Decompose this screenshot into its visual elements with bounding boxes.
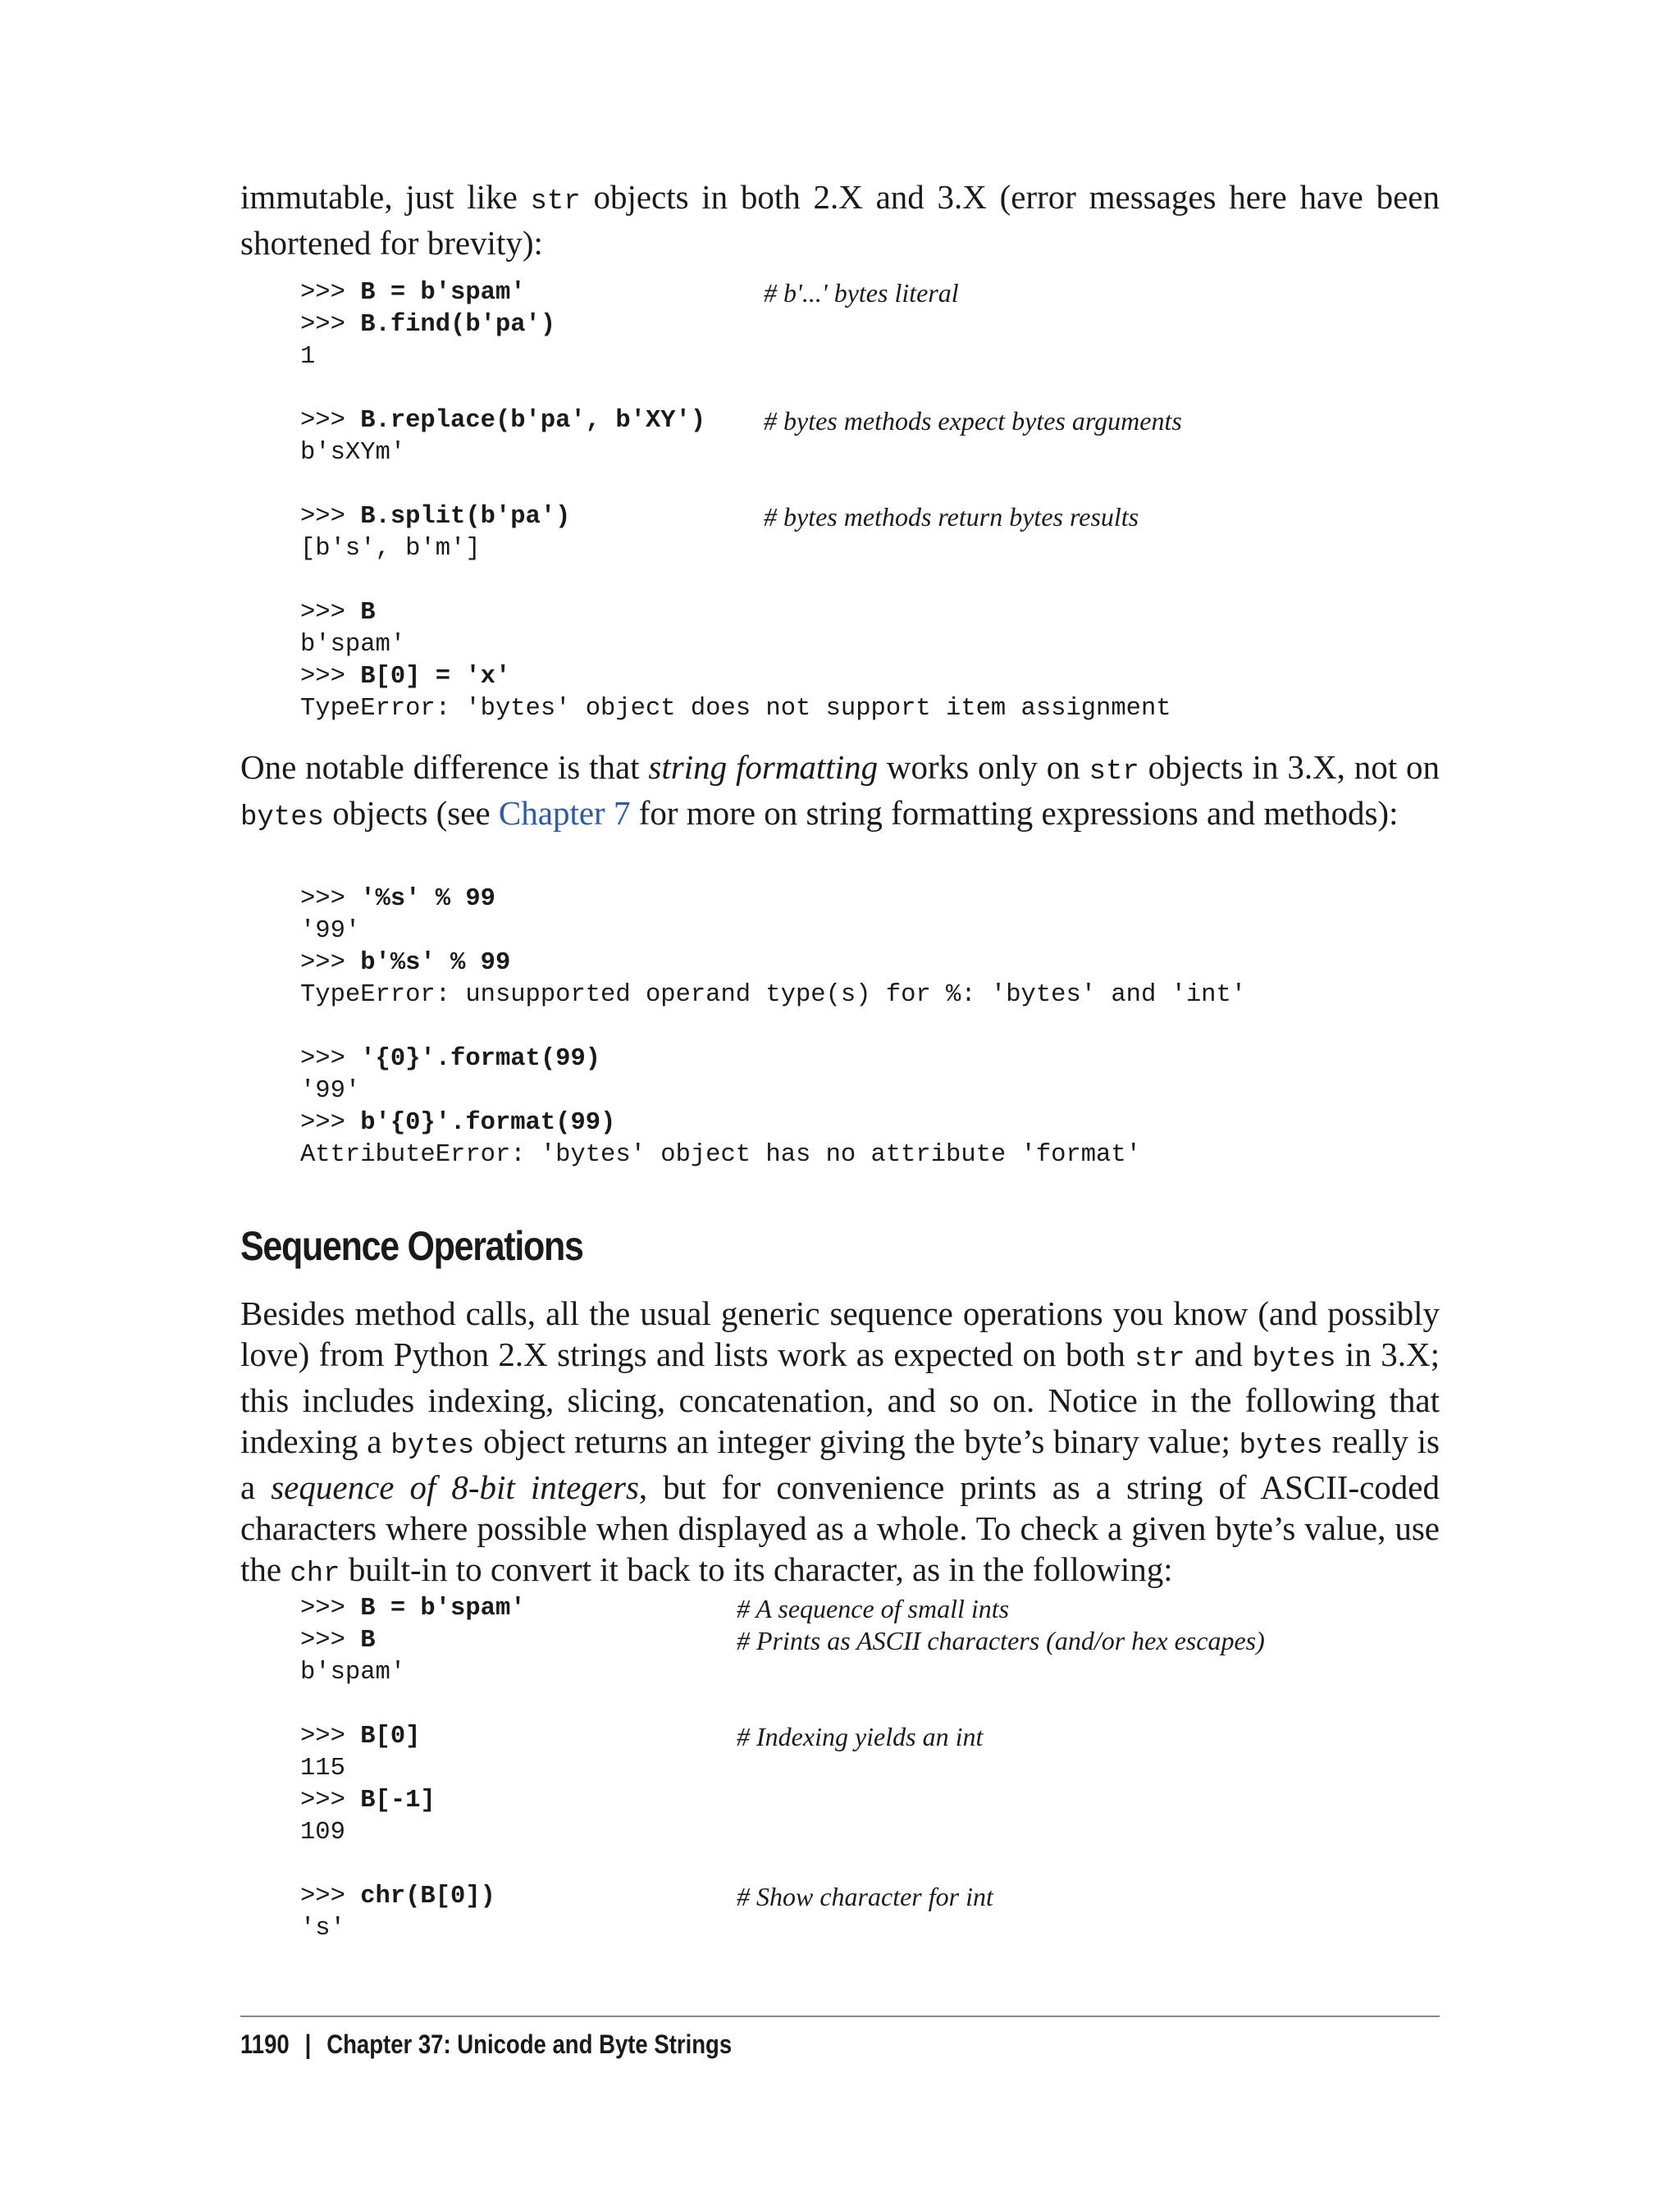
code-input: B.find(b'pa') xyxy=(360,311,556,339)
code-blank-line xyxy=(300,373,1171,405)
code-input: B xyxy=(360,1627,376,1655)
code-output-line xyxy=(300,1753,526,1785)
code-prompt: >>> xyxy=(300,1883,361,1911)
emphasis: string formatting xyxy=(648,748,879,786)
code-input: '%s' % 99 xyxy=(360,885,495,913)
code-output: TypeError: 'bytes' object does not support item assignment xyxy=(300,695,1171,723)
code-input-line xyxy=(300,597,1171,629)
code-output: b'sXYm' xyxy=(300,439,406,467)
code-output: '99' xyxy=(300,917,361,945)
code-prompt: >>> xyxy=(300,1627,361,1655)
code-input-line xyxy=(300,1625,1265,1657)
code-input-line xyxy=(300,1785,526,1817)
inline-code: bytes xyxy=(240,802,325,833)
code-input: B[0] xyxy=(360,1723,421,1751)
page-number: 1190 xyxy=(240,2029,290,2059)
code-output: 115 xyxy=(300,1755,345,1783)
inline-code: bytes xyxy=(390,1431,475,1462)
page-footer xyxy=(240,2029,732,2060)
code-input: B = b'spam' xyxy=(360,1595,526,1623)
code-prompt: >>> xyxy=(300,1787,361,1815)
code-output-line xyxy=(300,915,1246,947)
text: immutable, just like xyxy=(240,178,531,216)
code-comment: # Show character for int xyxy=(737,1882,993,1911)
code-input: chr(B[0]) xyxy=(360,1883,495,1911)
code-comment: # b'...' bytes literal xyxy=(764,278,959,308)
code-prompt: >>> xyxy=(300,599,361,627)
code-prompt: >>> xyxy=(300,311,361,339)
code-output-line xyxy=(300,341,1171,373)
inline-code: bytes xyxy=(1239,1431,1323,1462)
text: in 3.X; this includes indexing, slicing, concatenation, and so on. Notice in the following that indexing a xyxy=(240,1335,1440,1460)
code-output: 's' xyxy=(300,1915,345,1942)
code-input: B = b'spam' xyxy=(360,279,526,307)
inline-code: bytes xyxy=(1252,1344,1336,1375)
code-comment: # bytes methods return bytes results xyxy=(764,502,1139,532)
code-input-line xyxy=(300,1881,993,1913)
paragraph-intro xyxy=(240,176,1440,263)
code-input: B[-1] xyxy=(360,1787,436,1815)
code-input-line xyxy=(300,405,1182,437)
chapter-7-link[interactable]: Chapter 7 xyxy=(498,794,631,832)
code-input: b'%s' % 99 xyxy=(360,949,511,977)
code-prompt: >>> xyxy=(300,1723,361,1751)
code-block-bytes-methods xyxy=(300,277,1182,725)
text: and xyxy=(1185,1335,1253,1373)
code-prompt: >>> xyxy=(300,279,361,307)
footer-divider xyxy=(240,2016,1440,2017)
code-input-line xyxy=(300,661,1171,693)
code-comment: # bytes methods expect bytes arguments xyxy=(764,406,1182,436)
footer-separator: | xyxy=(304,2029,312,2059)
text: objects in 3.X, not on xyxy=(1139,748,1440,786)
code-output-line xyxy=(300,533,1171,565)
code-input-line xyxy=(300,309,1171,341)
code-input-line xyxy=(300,1043,1246,1075)
code-output-line xyxy=(300,693,1171,725)
code-blank-line xyxy=(300,1011,1246,1043)
code-block-sequence xyxy=(300,1593,1265,1945)
code-prompt: >>> xyxy=(300,1109,361,1137)
code-output: TypeError: unsupported operand type(s) for %: 'bytes' and 'int' xyxy=(300,981,1247,1009)
code-output-line xyxy=(300,1657,526,1689)
text: object returns an integer giving the byte’s binary value; xyxy=(474,1422,1239,1460)
code-input-line xyxy=(300,1593,1010,1625)
section-heading: Sequence Operations xyxy=(240,1223,583,1269)
text: really is a xyxy=(240,1422,1440,1506)
code-prompt: >>> xyxy=(300,663,361,691)
code-prompt: >>> xyxy=(300,885,361,913)
code-output: 1 xyxy=(300,343,316,371)
text: objects in both 2.X and 3.X (error messages here have been shortened for brevity): xyxy=(240,178,1440,262)
text: built-in to convert it back to its character, as in the following: xyxy=(340,1550,1173,1588)
chapter-title: Chapter 37: Unicode and Byte Strings xyxy=(326,2029,733,2059)
code-output: b'spam' xyxy=(300,1659,406,1687)
code-input-line xyxy=(300,277,1171,309)
inline-code: str xyxy=(530,186,581,217)
code-blank-line xyxy=(300,565,1171,597)
code-input-line xyxy=(300,1107,1246,1139)
code-output: '99' xyxy=(300,1077,361,1105)
paragraph-formatting xyxy=(240,746,1440,838)
code-input: b'{0}'.format(99) xyxy=(360,1109,616,1137)
code-input: B xyxy=(360,599,376,627)
code-comment: # Prints as ASCII characters (and/or hex escapes) xyxy=(737,1626,1265,1655)
code-block-formatting xyxy=(300,883,1246,1171)
code-input: B[0] = 'x' xyxy=(360,663,511,691)
code-output-line xyxy=(300,979,1246,1011)
code-input: B.split(b'pa') xyxy=(360,503,571,531)
inline-code: str xyxy=(1134,1344,1185,1375)
code-prompt: >>> xyxy=(300,949,361,977)
code-prompt: >>> xyxy=(300,407,361,435)
code-prompt: >>> xyxy=(300,1045,361,1073)
code-output-line xyxy=(300,1139,1246,1171)
code-input-line xyxy=(300,1721,984,1753)
text: objects (see xyxy=(324,794,499,832)
code-output: AttributeError: 'bytes' object has no attribute 'format' xyxy=(300,1141,1141,1169)
code-blank-line xyxy=(300,1689,526,1721)
code-output-line xyxy=(300,1817,526,1849)
code-output: 109 xyxy=(300,1819,345,1847)
code-blank-line xyxy=(300,1849,526,1881)
inline-code: str xyxy=(1089,756,1139,788)
code-input-line xyxy=(300,883,1246,915)
text: for more on string formatting expressions and methods): xyxy=(630,794,1399,832)
code-comment: # A sequence of small ints xyxy=(737,1594,1010,1623)
code-input: B.replace(b'pa', b'XY') xyxy=(360,407,706,435)
code-output-line xyxy=(300,1913,526,1945)
inline-code: chr xyxy=(290,1559,340,1590)
paragraph-sequence-operations xyxy=(240,1293,1440,1595)
code-output-line xyxy=(300,629,1171,661)
text: Besides method calls, all the usual generic sequence operations you know (and possibly love) from Python 2.X strings and lists work as expected on both xyxy=(240,1294,1440,1373)
text: , but for convenience prints as a string of ASCII-coded characters where possible when displayed as a whole. To check a given byte’s value, use the xyxy=(240,1468,1440,1588)
code-blank-line xyxy=(300,469,1171,501)
emphasis: sequence of 8-bit integers xyxy=(271,1468,639,1506)
code-output-line xyxy=(300,437,1171,469)
text: works only on xyxy=(878,748,1089,786)
code-output: [b's', b'm'] xyxy=(300,535,481,563)
code-prompt: >>> xyxy=(300,503,361,531)
text: One notable difference is that xyxy=(240,748,649,786)
code-comment: # Indexing yields an int xyxy=(737,1722,984,1751)
code-output-line xyxy=(300,1075,1246,1107)
code-input-line xyxy=(300,501,1171,533)
code-input-line xyxy=(300,947,1246,979)
code-prompt: >>> xyxy=(300,1595,361,1623)
code-input: '{0}'.format(99) xyxy=(360,1045,601,1073)
code-output: b'spam' xyxy=(300,631,406,659)
